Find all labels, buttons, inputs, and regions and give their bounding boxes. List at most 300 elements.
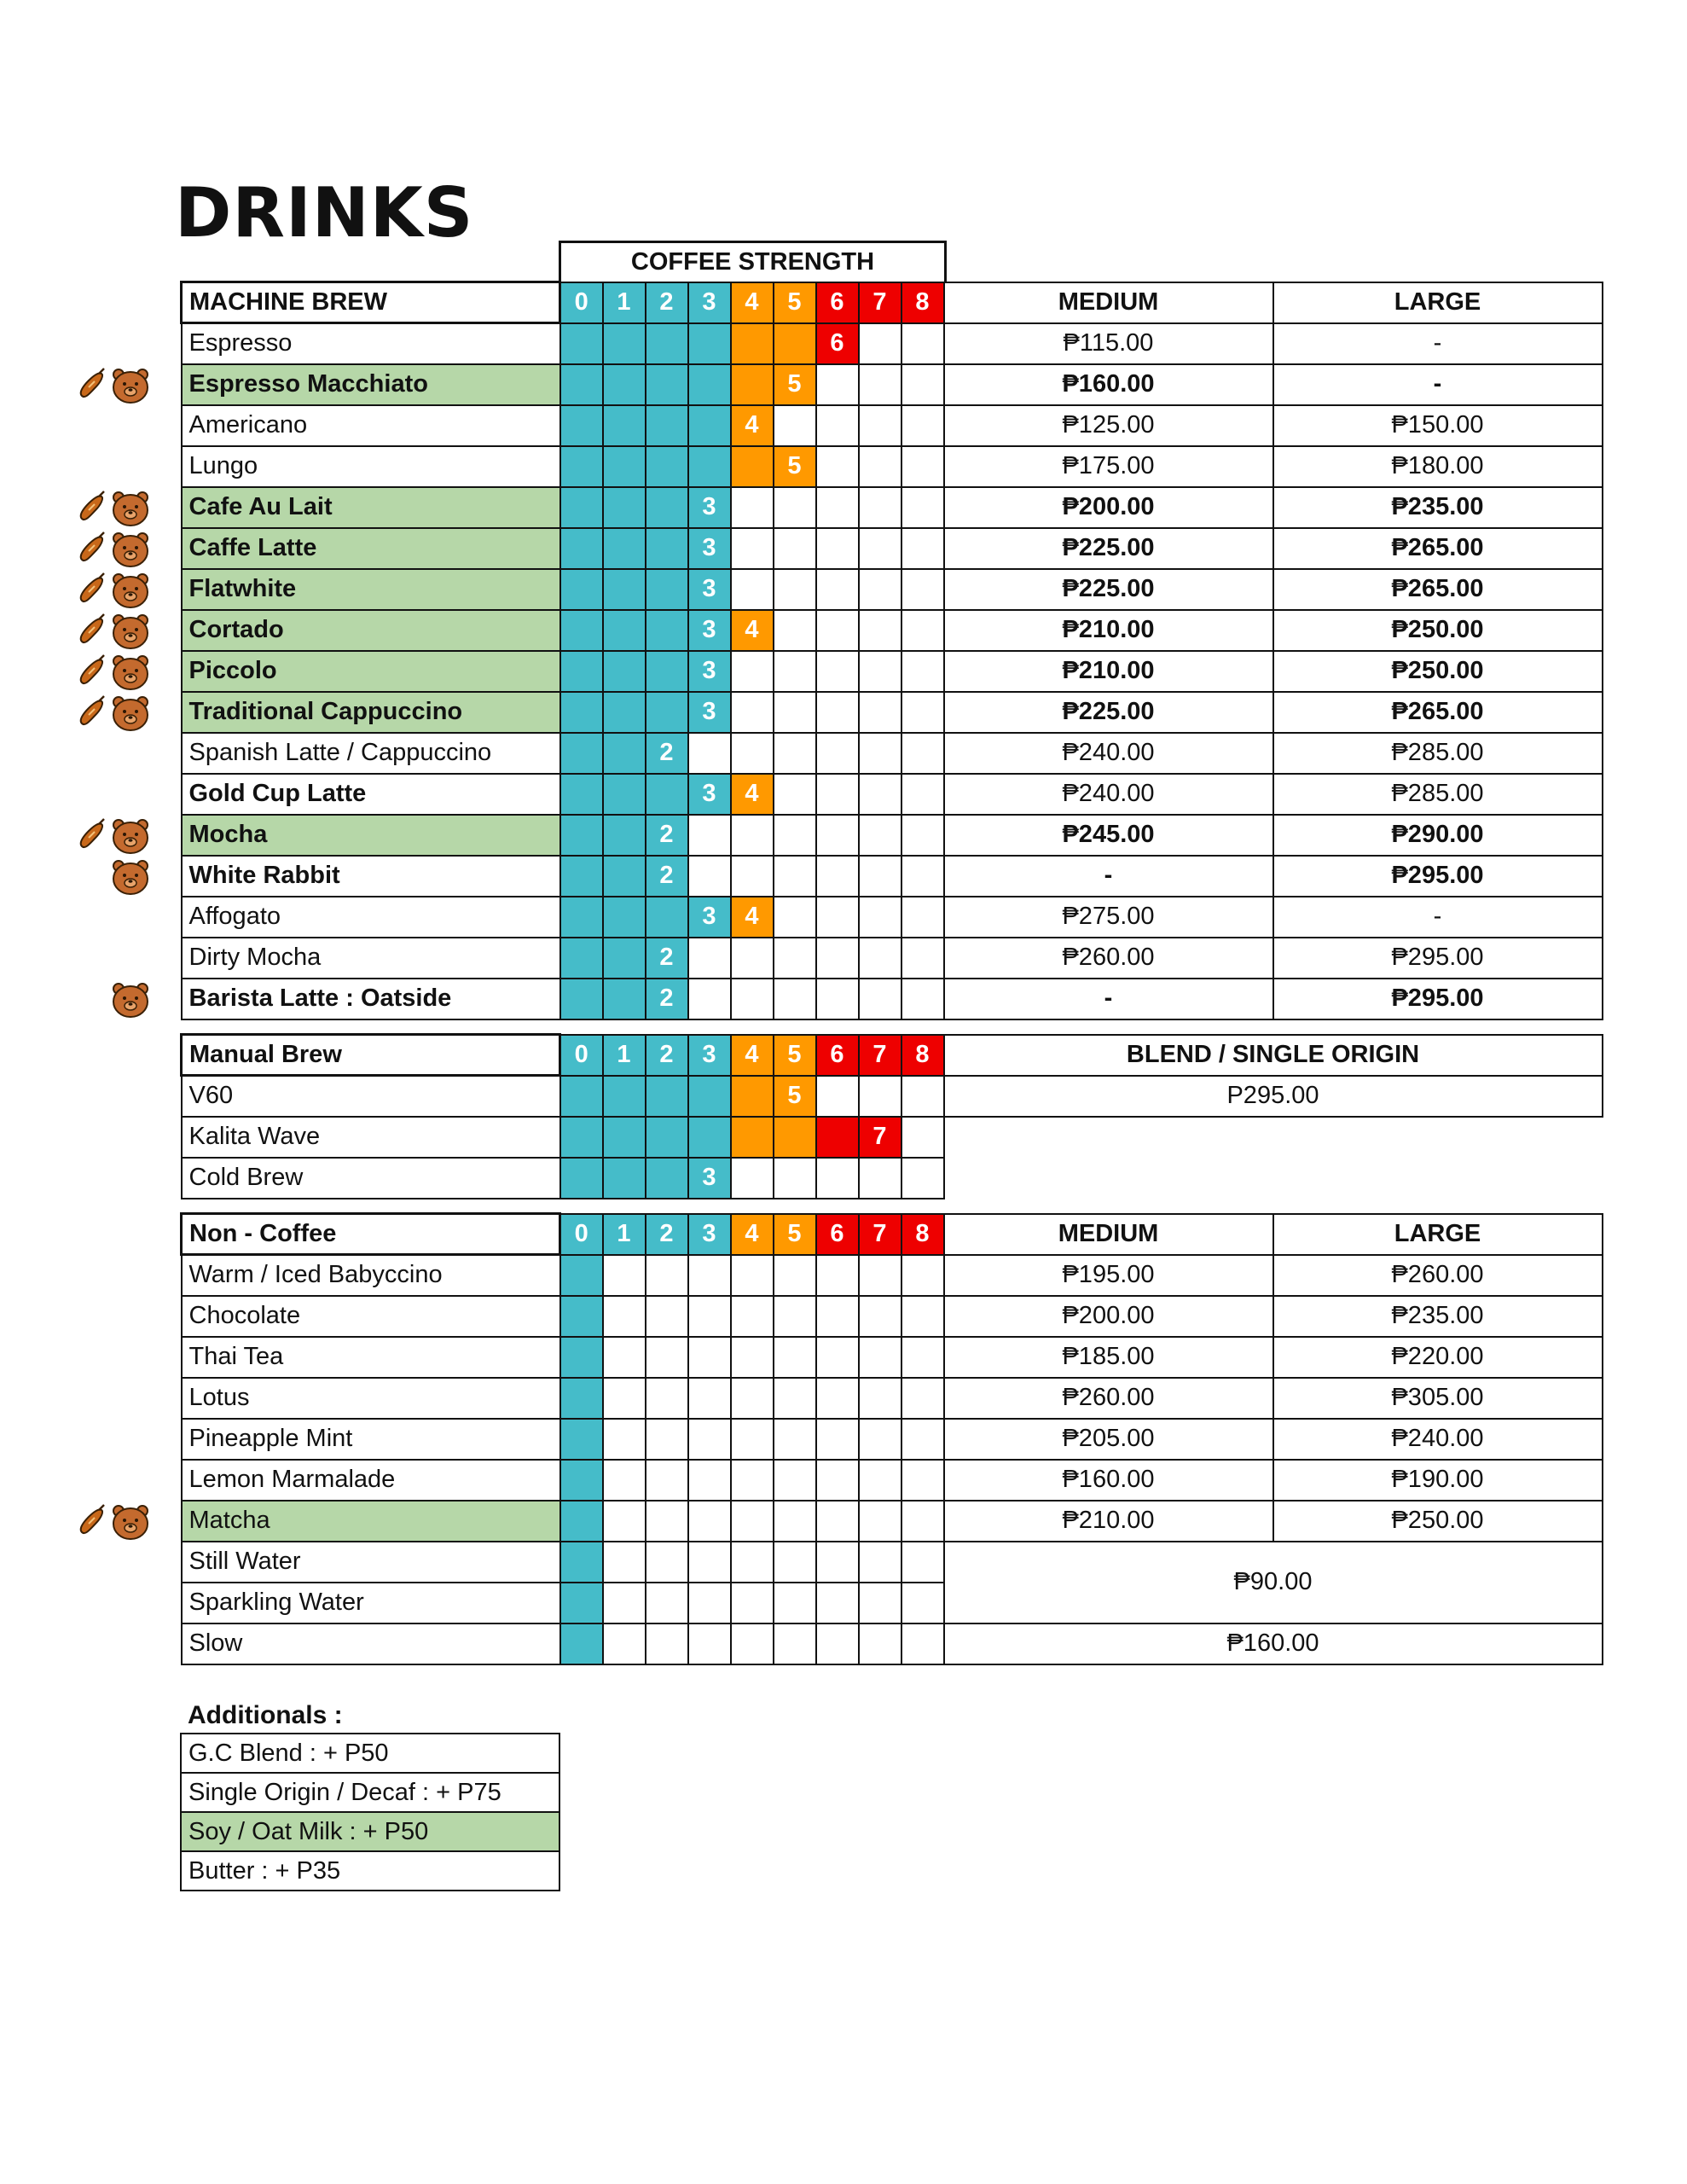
medium-price: ₱195.00: [944, 1255, 1273, 1296]
strength-cell: [901, 1419, 944, 1460]
strength-scale-5: 5: [774, 1214, 816, 1255]
strength-cell: [646, 1255, 688, 1296]
large-price: ₱265.00: [1273, 528, 1603, 569]
strength-cell: [774, 569, 816, 610]
additional-item: Soy / Oat Milk : + P50: [181, 1812, 559, 1851]
strength-cell: [560, 856, 603, 897]
sweet-potato-icon: [75, 367, 109, 401]
strength-cell: [901, 733, 944, 774]
strength-cell: [731, 1542, 774, 1583]
table-row: [182, 487, 1603, 528]
strength-cell: [646, 487, 688, 528]
medium-price: -: [944, 979, 1273, 1019]
strength-cell: 5: [774, 446, 816, 487]
large-price: ₱240.00: [1273, 1419, 1603, 1460]
strength-scale-0: 0: [560, 282, 603, 323]
strength-cell: [646, 1623, 688, 1664]
strength-cell: [603, 1158, 646, 1199]
strength-cell: [646, 1542, 688, 1583]
strength-cell: [560, 405, 603, 446]
strength-cell: [603, 897, 646, 938]
strength-cell: 4: [731, 405, 774, 446]
strength-cell: 5: [774, 364, 816, 405]
strength-cell: [901, 405, 944, 446]
sweet-potato-icon: [75, 817, 109, 851]
large-price: ₱295.00: [1273, 979, 1603, 1019]
bear-face-icon: [111, 367, 150, 404]
strength-cell: [603, 1255, 646, 1296]
large-price: ₱295.00: [1273, 938, 1603, 979]
strength-cell: [731, 528, 774, 569]
strength-cell: [774, 856, 816, 897]
strength-cell: [603, 979, 646, 1019]
strength-cell: [560, 1419, 603, 1460]
strength-cell: [859, 1076, 901, 1117]
strength-cell: [774, 733, 816, 774]
page-title: DRINKS: [175, 173, 474, 253]
strength-scale-1: 1: [603, 282, 646, 323]
strength-scale-5: 5: [774, 282, 816, 323]
item-badge-group: [75, 487, 160, 526]
strength-cell: [560, 487, 603, 528]
strength-cell: [901, 610, 944, 651]
water-price: ₱90.00: [944, 1542, 1603, 1623]
strength-cell: [774, 405, 816, 446]
strength-cell: [646, 692, 688, 733]
bear-face-icon: [111, 694, 150, 732]
strength-cell: [816, 774, 859, 815]
strength-cell: [560, 323, 603, 364]
drink-name: Traditional Cappuccino: [182, 692, 560, 733]
large-price: ₱285.00: [1273, 774, 1603, 815]
strength-cell: 4: [731, 610, 774, 651]
table-row: [182, 1337, 1603, 1378]
strength-cell: [816, 651, 859, 692]
strength-cell: [646, 364, 688, 405]
strength-cell: [774, 1255, 816, 1296]
strength-cell: [731, 856, 774, 897]
strength-cell: [688, 446, 731, 487]
table-row: [182, 1460, 1603, 1501]
manual-brew-table: [180, 1033, 1603, 1199]
strength-cell: [859, 1542, 901, 1583]
strength-cell: [560, 733, 603, 774]
strength-cell: [901, 1337, 944, 1378]
strength-cell: [560, 569, 603, 610]
strength-cell: [774, 897, 816, 938]
strength-cell: [859, 1583, 901, 1623]
strength-cell: [731, 364, 774, 405]
strength-cell: 7: [859, 1117, 901, 1158]
strength-cell: [901, 774, 944, 815]
strength-cell: [859, 1378, 901, 1419]
item-badge-group: [75, 610, 160, 649]
drink-name: Lemon Marmalade: [182, 1460, 560, 1501]
strength-cell: [560, 897, 603, 938]
strength-cell: [774, 1501, 816, 1542]
additional-item: Butter : + P35: [181, 1851, 559, 1891]
strength-cell: [901, 1117, 944, 1158]
strength-cell: [603, 1337, 646, 1378]
strength-cell: [774, 815, 816, 856]
bear-face-icon: [111, 613, 150, 650]
strength-cell: [646, 528, 688, 569]
strength-cell: [646, 1501, 688, 1542]
strength-cell: [603, 610, 646, 651]
strength-cell: [816, 692, 859, 733]
strength-cell: [816, 405, 859, 446]
drink-name: Lotus: [182, 1378, 560, 1419]
strength-cell: [901, 1501, 944, 1542]
drink-name: Still Water: [182, 1542, 560, 1583]
strength-cell: [603, 405, 646, 446]
strength-cell: [859, 1623, 901, 1664]
drink-name: Matcha: [182, 1501, 560, 1542]
drink-name: Cafe Au Lait: [182, 487, 560, 528]
large-price: ₱305.00: [1273, 1378, 1603, 1419]
drink-name: Slow: [182, 1623, 560, 1664]
strength-cell: [560, 1158, 603, 1199]
strength-cell: [646, 1337, 688, 1378]
medium-header: MEDIUM: [944, 282, 1273, 323]
strength-cell: [560, 815, 603, 856]
strength-cell: [688, 1255, 731, 1296]
drink-name: Lungo: [182, 446, 560, 487]
strength-scale-2: 2: [646, 282, 688, 323]
strength-cell: [816, 979, 859, 1019]
strength-cell: [603, 1076, 646, 1117]
strength-cell: 2: [646, 979, 688, 1019]
drink-name: Cortado: [182, 610, 560, 651]
strength-cell: [901, 897, 944, 938]
strength-scale-7: 7: [859, 282, 901, 323]
strength-cell: [560, 1542, 603, 1583]
medium-price: ₱175.00: [944, 446, 1273, 487]
drink-name: Thai Tea: [182, 1337, 560, 1378]
strength-cell: [688, 815, 731, 856]
strength-cell: [816, 1460, 859, 1501]
machine-brew-table: [180, 281, 1603, 1020]
strength-cell: [603, 733, 646, 774]
strength-cell: [646, 774, 688, 815]
strength-cell: 3: [688, 610, 731, 651]
slow-price: ₱160.00: [944, 1623, 1603, 1664]
strength-cell: [646, 323, 688, 364]
strength-cell: [816, 1501, 859, 1542]
sweet-potato-icon: [75, 694, 109, 729]
strength-cell: [731, 1460, 774, 1501]
strength-scale-4: 4: [731, 1035, 774, 1076]
strength-cell: [859, 528, 901, 569]
strength-cell: [560, 528, 603, 569]
large-price: -: [1273, 323, 1603, 364]
table-row: [182, 774, 1603, 815]
strength-cell: [560, 1117, 603, 1158]
table-row: [182, 651, 1603, 692]
strength-cell: [731, 651, 774, 692]
bear-face-icon: [111, 653, 150, 691]
large-price: -: [1273, 897, 1603, 938]
table-header-row: [182, 282, 1603, 323]
strength-cell: [688, 1378, 731, 1419]
table-row: [182, 938, 1603, 979]
strength-cell: [901, 1158, 944, 1199]
drink-name: Pineapple Mint: [182, 1419, 560, 1460]
strength-cell: [688, 979, 731, 1019]
strength-cell: [859, 733, 901, 774]
strength-cell: 2: [646, 733, 688, 774]
strength-scale-8: 8: [901, 1214, 944, 1255]
medium-price: ₱185.00: [944, 1337, 1273, 1378]
drink-name: White Rabbit: [182, 856, 560, 897]
strength-cell: [731, 1419, 774, 1460]
drink-name: Mocha: [182, 815, 560, 856]
table-row: [182, 815, 1603, 856]
medium-price: ₱210.00: [944, 610, 1273, 651]
strength-cell: [688, 1583, 731, 1623]
large-price: ₱250.00: [1273, 610, 1603, 651]
bear-face-icon: [111, 817, 150, 855]
drink-name: V60: [182, 1076, 560, 1117]
strength-cell: [816, 1158, 859, 1199]
sweet-potato-icon: [75, 1503, 109, 1537]
strength-cell: [859, 1337, 901, 1378]
strength-cell: [774, 1378, 816, 1419]
strength-cell: [646, 1076, 688, 1117]
strength-cell: 4: [731, 774, 774, 815]
sweet-potato-icon: [75, 490, 109, 524]
strength-cell: [774, 1337, 816, 1378]
strength-cell: [646, 897, 688, 938]
strength-cell: [731, 938, 774, 979]
table-row: [182, 1076, 1603, 1117]
strength-cell: [774, 692, 816, 733]
table-row: [182, 692, 1603, 733]
strength-cell: [901, 1623, 944, 1664]
strength-cell: [859, 323, 901, 364]
item-badge-group: [75, 815, 160, 854]
strength-cell: [859, 979, 901, 1019]
strength-cell: [603, 774, 646, 815]
strength-cell: [816, 1419, 859, 1460]
strength-scale-6: 6: [816, 1035, 859, 1076]
strength-cell: [603, 446, 646, 487]
strength-cell: [603, 1623, 646, 1664]
drink-name: Warm / Iced Babyccino: [182, 1255, 560, 1296]
strength-cell: [646, 569, 688, 610]
strength-cell: [774, 1542, 816, 1583]
strength-cell: [646, 610, 688, 651]
strength-cell: [731, 1583, 774, 1623]
strength-cell: [774, 979, 816, 1019]
medium-price: ₱225.00: [944, 528, 1273, 569]
strength-cell: [859, 487, 901, 528]
item-badge-group: [75, 856, 160, 895]
strength-cell: [774, 1460, 816, 1501]
strength-cell: [603, 856, 646, 897]
additionals-label: Additionals :: [188, 1701, 343, 1729]
medium-price: ₱260.00: [944, 1378, 1273, 1419]
strength-cell: [901, 1378, 944, 1419]
drink-name: Dirty Mocha: [182, 938, 560, 979]
strength-cell: [731, 1076, 774, 1117]
strength-cell: [603, 364, 646, 405]
drink-name: Americano: [182, 405, 560, 446]
strength-cell: [774, 323, 816, 364]
strength-cell: [901, 528, 944, 569]
sweet-potato-icon: [75, 613, 109, 647]
strength-cell: [816, 610, 859, 651]
strength-cell: [603, 1419, 646, 1460]
strength-cell: 3: [688, 897, 731, 938]
strength-cell: [816, 897, 859, 938]
strength-cell: [816, 1583, 859, 1623]
strength-cell: [646, 1460, 688, 1501]
strength-cell: [859, 1255, 901, 1296]
table-row: [182, 1501, 1603, 1542]
strength-cell: [774, 1583, 816, 1623]
drink-name: Espresso: [182, 323, 560, 364]
strength-cell: [603, 692, 646, 733]
strength-cell: [774, 610, 816, 651]
strength-cell: [688, 1076, 731, 1117]
strength-cell: [816, 364, 859, 405]
table-row: [182, 1419, 1603, 1460]
strength-scale-8: 8: [901, 282, 944, 323]
strength-cell: [731, 446, 774, 487]
strength-scale-2: 2: [646, 1035, 688, 1076]
strength-cell: [688, 733, 731, 774]
drink-name: Caffe Latte: [182, 528, 560, 569]
strength-cell: 3: [688, 487, 731, 528]
strength-scale-8: 8: [901, 1035, 944, 1076]
drink-name: Cold Brew: [182, 1158, 560, 1199]
medium-price: ₱205.00: [944, 1419, 1273, 1460]
strength-scale-5: 5: [774, 1035, 816, 1076]
item-badge-group: [75, 979, 160, 1018]
medium-price: ₱225.00: [944, 569, 1273, 610]
strength-cell: [603, 938, 646, 979]
strength-scale-4: 4: [731, 282, 774, 323]
strength-cell: [688, 938, 731, 979]
strength-cell: [688, 323, 731, 364]
additional-item: Single Origin / Decaf : + P75: [181, 1773, 559, 1812]
table-row: [182, 1623, 1603, 1664]
coffee-strength-header: COFFEE STRENGTH: [559, 241, 947, 282]
strength-cell: [816, 856, 859, 897]
drink-name: Spanish Latte / Cappuccino: [182, 733, 560, 774]
medium-price: ₱125.00: [944, 405, 1273, 446]
strength-cell: [688, 1623, 731, 1664]
strength-cell: [560, 774, 603, 815]
strength-cell: [603, 1583, 646, 1623]
strength-cell: [859, 569, 901, 610]
large-header: LARGE: [1273, 282, 1603, 323]
table-row: [182, 569, 1603, 610]
blend-price: P295.00: [944, 1076, 1603, 1117]
large-price: ₱235.00: [1273, 487, 1603, 528]
strength-cell: [603, 569, 646, 610]
table-header-row: [182, 1035, 1603, 1076]
strength-cell: [774, 1296, 816, 1337]
strength-scale-3: 3: [688, 282, 731, 323]
strength-scale-0: 0: [560, 1035, 603, 1076]
non-coffee-table: [180, 1212, 1603, 1665]
strength-cell: [688, 1117, 731, 1158]
strength-cell: [816, 446, 859, 487]
bear-face-icon: [111, 1503, 150, 1541]
strength-cell: [774, 1419, 816, 1460]
strength-cell: [688, 1337, 731, 1378]
strength-cell: [603, 1378, 646, 1419]
table-row: [182, 979, 1603, 1019]
section-header: Non - Coffee: [182, 1214, 560, 1255]
strength-cell: [859, 651, 901, 692]
strength-cell: [859, 774, 901, 815]
strength-cell: [688, 1419, 731, 1460]
strength-cell: [816, 487, 859, 528]
item-badge-group: [75, 364, 160, 404]
large-price: ₱265.00: [1273, 569, 1603, 610]
strength-cell: [731, 692, 774, 733]
large-price: ₱150.00: [1273, 405, 1603, 446]
strength-cell: [859, 897, 901, 938]
strength-cell: [560, 1378, 603, 1419]
large-price: ₱290.00: [1273, 815, 1603, 856]
strength-cell: 3: [688, 569, 731, 610]
list-item: [181, 1812, 559, 1851]
strength-cell: [859, 1460, 901, 1501]
strength-cell: [859, 1296, 901, 1337]
strength-cell: 3: [688, 692, 731, 733]
table-row: [182, 733, 1603, 774]
medium-price: ₱260.00: [944, 938, 1273, 979]
strength-cell: [731, 1158, 774, 1199]
item-badge-group: [75, 528, 160, 567]
medium-price: ₱200.00: [944, 1296, 1273, 1337]
strength-cell: [688, 364, 731, 405]
strength-cell: [816, 528, 859, 569]
strength-cell: [560, 1623, 603, 1664]
strength-cell: [646, 1296, 688, 1337]
medium-price: ₱115.00: [944, 323, 1273, 364]
strength-cell: [816, 1255, 859, 1296]
strength-cell: [560, 1337, 603, 1378]
strength-cell: [816, 938, 859, 979]
drink-name: Piccolo: [182, 651, 560, 692]
large-price: ₱260.00: [1273, 1255, 1603, 1296]
table-row: [182, 323, 1603, 364]
strength-cell: [901, 651, 944, 692]
strength-cell: [646, 1378, 688, 1419]
strength-cell: [731, 1378, 774, 1419]
strength-cell: [731, 1117, 774, 1158]
medium-price: ₱275.00: [944, 897, 1273, 938]
strength-cell: 3: [688, 774, 731, 815]
strength-scale-1: 1: [603, 1214, 646, 1255]
strength-cell: [731, 815, 774, 856]
strength-cell: [731, 1255, 774, 1296]
item-badge-group: [75, 569, 160, 608]
strength-cell: [603, 815, 646, 856]
strength-cell: [901, 856, 944, 897]
table-header-row: [182, 1214, 1603, 1255]
strength-cell: [774, 487, 816, 528]
strength-cell: [560, 1583, 603, 1623]
strength-cell: [688, 1460, 731, 1501]
strength-cell: 2: [646, 815, 688, 856]
bear-face-icon: [111, 981, 150, 1019]
